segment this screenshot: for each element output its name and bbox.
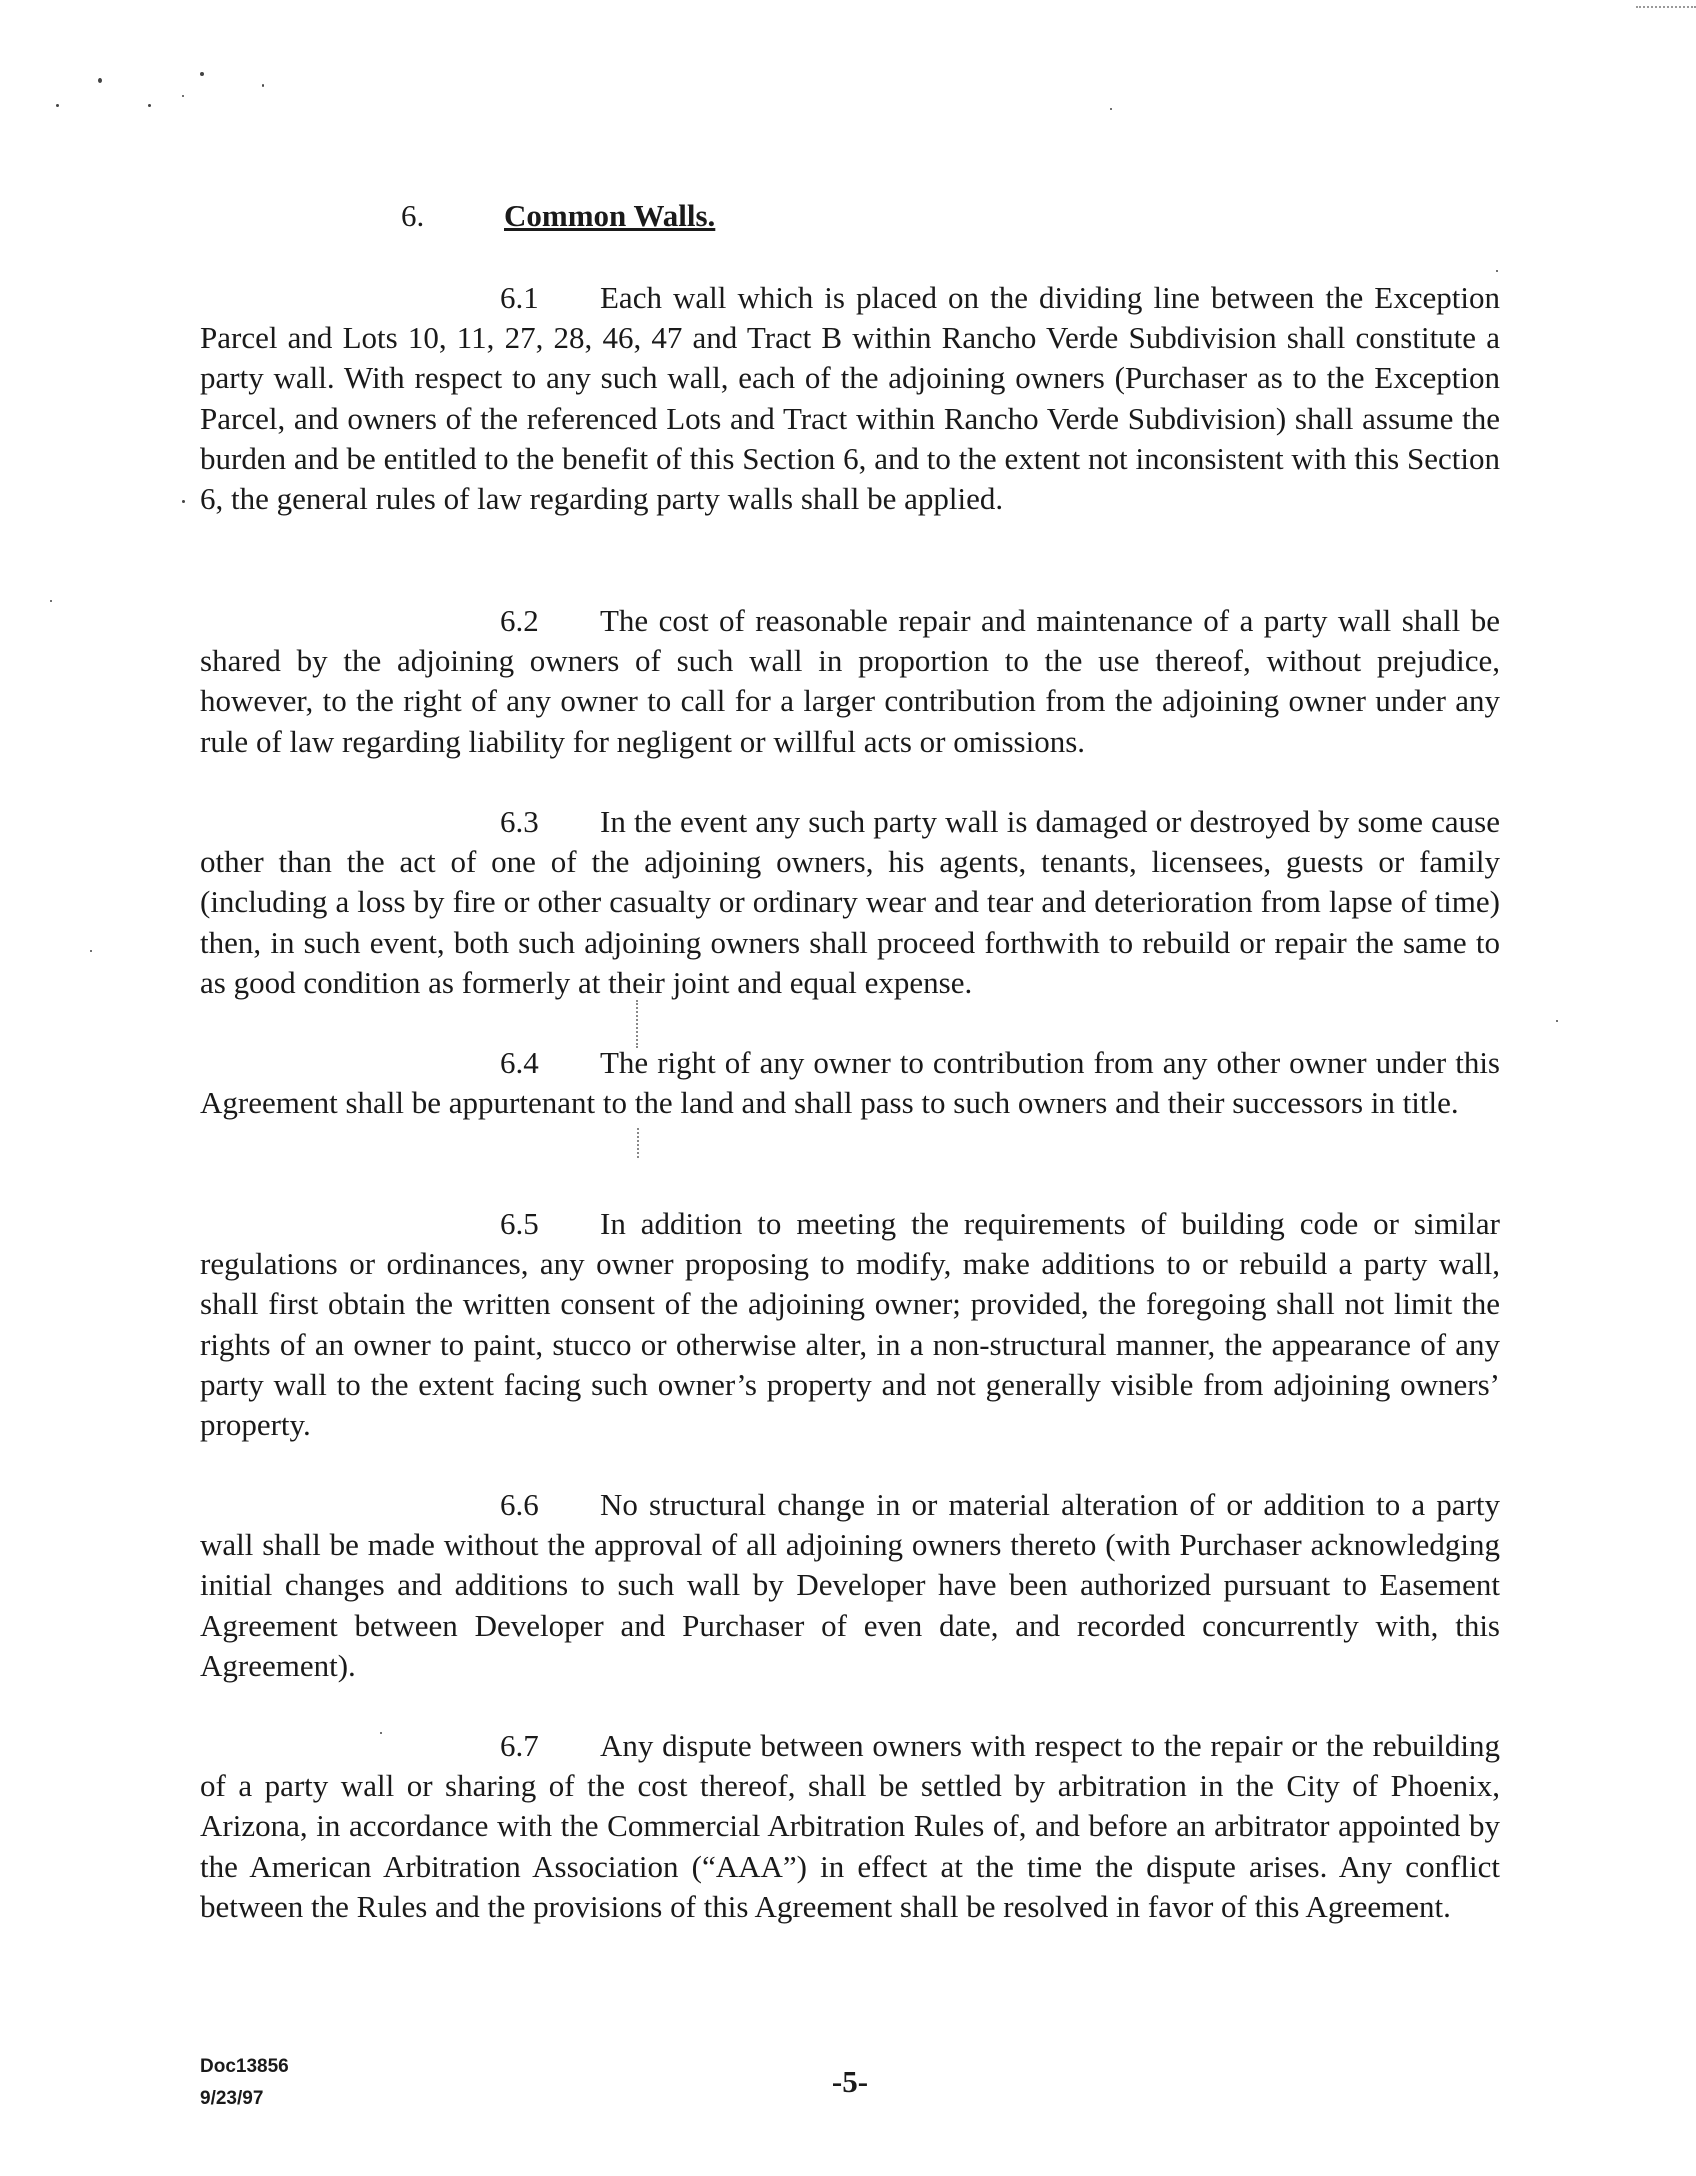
scan-speck — [148, 104, 151, 107]
paragraph-number: 6.2 — [500, 603, 539, 638]
paragraph-number: 6.3 — [500, 804, 539, 839]
scan-edge-mark — [1636, 6, 1696, 8]
footer-doc-id: Doc13856 — [200, 2056, 289, 2077]
paragraph-6-6 — [200, 1485, 1500, 1686]
paragraph-text: Each wall which is placed on the dividing line between the Exception Parcel and Lots 10, 11, 27, 28, 46, 47 and Tract B within Rancho Verde Subdivision shall constitute a party wall. With respect to any such wall, each of the adjoining owners (Purchaser as to the Exception Parcel, and owners of the referenced Lots and Tract within Rancho Verde Subdivision) shall assume the burden and be entitled to the benefit of this Section 6, and to the extent not inconsistent with this Section 6, the general rules of law regarding party walls shall be applied. — [200, 280, 1500, 517]
paragraph-6-2 — [200, 601, 1500, 762]
paragraph-number: 6.5 — [500, 1206, 539, 1241]
paragraph-text: Any dispute between owners with respect to the repair or the rebuilding of a party wall or sharing of the cost thereof, shall be settled by arbitration in the City of Phoenix, Arizona, in accordance with the Commercial Arbitration Rules of, and before an arbitrator appointed by the American Arbitration Association (“AAA”) in effect at the time the dispute arises. Any conflict between the Rules and the provisions of this Agreement shall be resolved in favor of this Agreement. — [200, 1728, 1500, 1924]
section-number: 6. — [401, 198, 425, 233]
scan-fold-mark — [636, 1000, 638, 1048]
scan-speck — [262, 84, 264, 87]
scan-speck — [50, 600, 52, 602]
scan-speck — [1110, 108, 1112, 110]
scan-fold-mark — [637, 1128, 639, 1158]
paragraph-number: 6.7 — [500, 1728, 539, 1763]
scan-speck — [98, 78, 102, 83]
scan-speck — [56, 104, 59, 107]
scan-speck — [182, 95, 184, 97]
scan-speck — [200, 72, 204, 76]
paragraph-6-5 — [200, 1204, 1500, 1445]
paragraph-text: No structural change in or material alteration of or addition to a party wall shall be made without the approval of all adjoining owners thereto (with Purchaser acknowledging initial changes and additions to such wall by Developer have been authorized pursuant to Easement Agreement between Developer and Purchaser of even date, and recorded concurrently with, this Agreement). — [200, 1487, 1500, 1683]
footer-date: 9/23/97 — [200, 2088, 264, 2109]
scan-speck — [1556, 1020, 1558, 1022]
paragraph-number: 6.4 — [500, 1045, 539, 1080]
section-heading — [401, 196, 715, 236]
footer-doc-info — [200, 2051, 289, 2115]
scan-speck — [1496, 270, 1498, 272]
paragraph-6-1 — [200, 278, 1500, 519]
paragraph-text: In addition to meeting the requirements of building code or similar regulations or ordinances, any owner proposing to modify, make additions to or rebuild a party wall, shall first obtain the written consent of the adjoining owner; provided, the foregoing shall not limit the rights of an owner to paint, stucco or otherwise alter, in a non-structural manner, the appearance of any party wall to the extent facing such owner’s property and not generally visible from adjoining owners’ property. — [200, 1206, 1500, 1443]
scan-speck — [182, 500, 185, 503]
section-title: Common Walls. — [504, 198, 716, 233]
page-number: -5- — [831, 2064, 869, 2099]
paragraph-number: 6.1 — [500, 280, 539, 315]
paragraph-text: The right of any owner to contribution from any other owner under this Agreement shall be appurtenant to the land and shall pass to such owners and their successors in title. — [200, 1045, 1500, 1121]
paragraph-6-7 — [200, 1726, 1500, 1927]
scan-speck — [90, 950, 92, 952]
paragraph-number: 6.6 — [500, 1487, 539, 1522]
paragraph-text: In the event any such party wall is damaged or destroyed by some cause other than the act of one of the adjoining owners, his agents, tenants, licensees, guests or family (including a loss by fire or other casualty or ordinary wear and tear and deterioration from lapse of time) then, in such event, both such adjoining owners shall proceed forthwith to rebuild or repair the same to as good condition as formerly at their joint and equal expense. — [200, 804, 1500, 1000]
paragraph-text: The cost of reasonable repair and maintenance of a party wall shall be shared by the adjoining owners of such wall in proportion to the use thereof, without prejudice, however, to the right of any owner to call for a larger contribution from the adjoining owner under any rule of law regarding liability for negligent or willful acts or omissions. — [200, 603, 1500, 759]
paragraph-6-3 — [200, 802, 1500, 1003]
paragraph-6-4 — [200, 1043, 1500, 1123]
